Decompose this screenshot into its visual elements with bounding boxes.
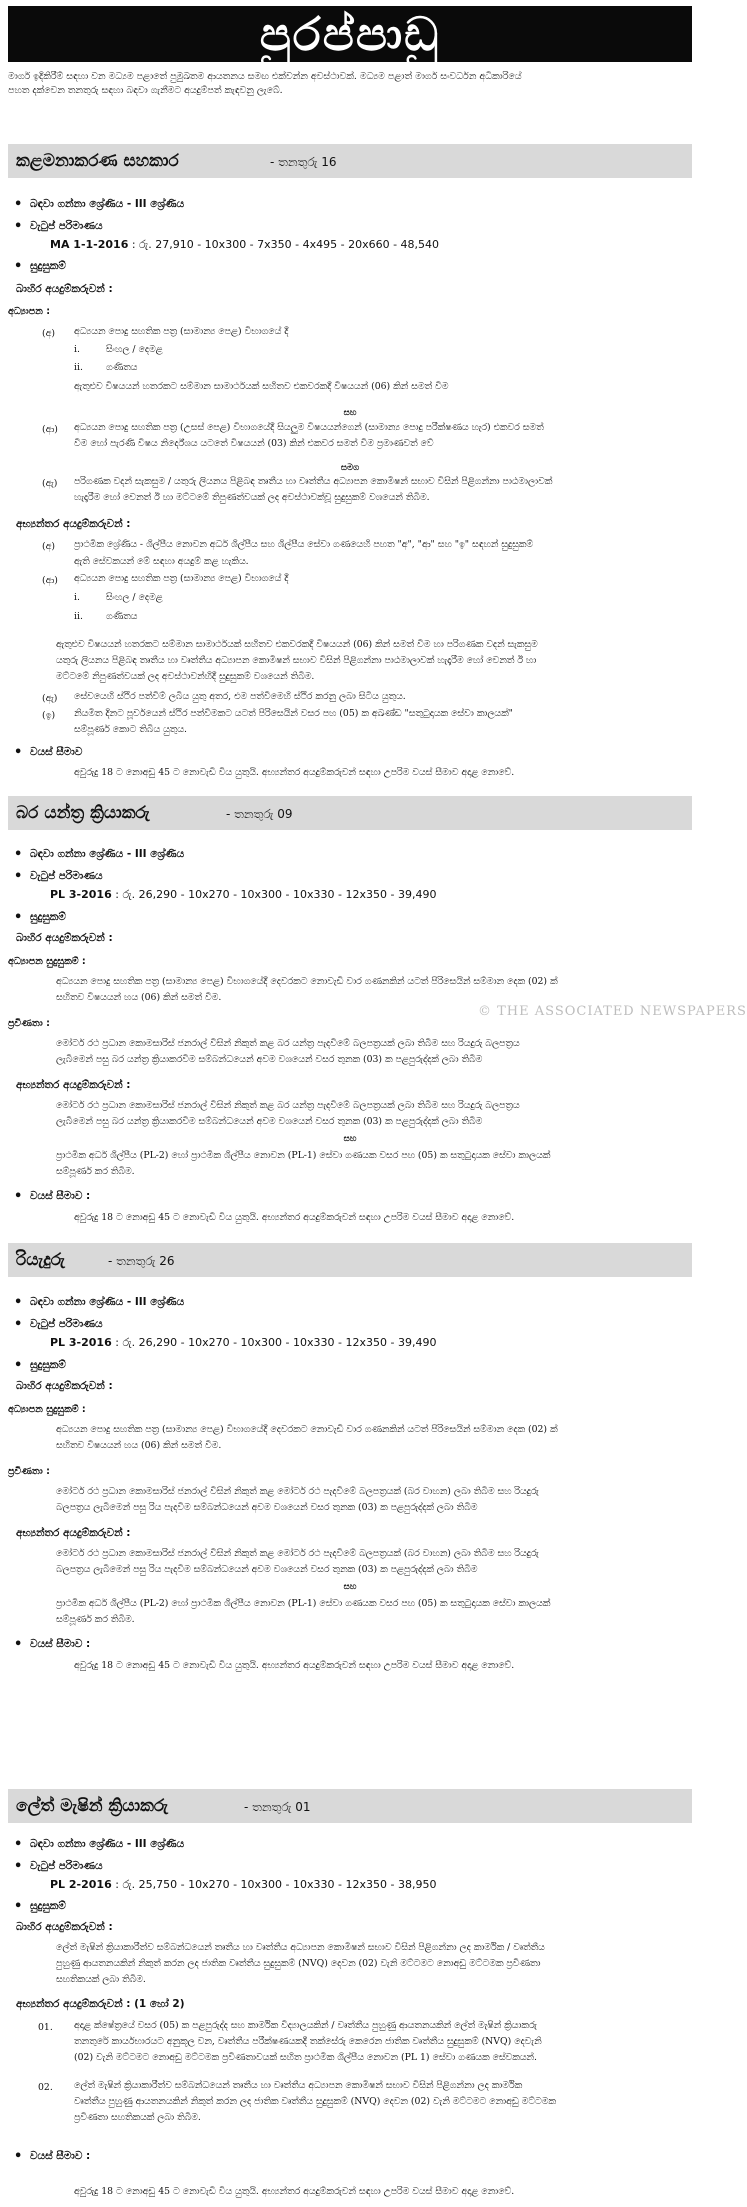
section-title: ලේත් මැෂින් ක්‍රියාකරු	[16, 1796, 169, 1816]
item-marker: i.	[74, 592, 80, 603]
and-connector: සහ	[343, 408, 357, 418]
requirement-text: ලේත් මැෂින් ක්‍රියාකාරීත්ව සම්බන්ධයෙන් තෘතීය හා වෘත්තීය අධ්‍යාපන කොමිෂන් සභාව විසින් පිළිගන්නා ලද කාර්මික / වෘත්තීය	[56, 1942, 545, 1953]
requirement-text: හැදෑරීම හෝ වෙනත් ඊ හා මට්ටමේ තිපුණත්වයක් ලද අවස්ථාවක්වූ සුදුසුකම් වශයෙන් තිබීම.	[74, 492, 430, 503]
requirement-text: ගණිතය	[106, 362, 138, 373]
external-applicants-heading: බාහිර අයදුම්කරුවන් :	[16, 932, 113, 944]
requirement-text: යතුරු ලියනය පිළිබඳ තෘතීය හා වෘත්තීය අධ්‍යාපන කොමිෂන් සභාව විසින් පිළිගන්නා පාඨමාලාවක් හැදෑරීම හෝ වෙනත් ඊ හා	[56, 655, 537, 666]
salary-code: PL 2-2016	[50, 1878, 112, 1891]
education-heading: අධ්‍යාපන :	[8, 306, 50, 317]
qualifications-heading: • සුදුසුකම්	[30, 260, 66, 273]
page-title: පුරප්පාඩු	[8, 6, 692, 62]
requirement-text: සම්පූර්ණ කොට තිබිය යුතුය.	[74, 724, 187, 735]
requirement-text: පුහුණු ආයතනයකින් නිකුත් කරන ලද ජාතික වෘත්තීය සුදුසුකම් (NVQ) දෙවන (02) වැනි මට්ටමට නොඅඩු මට්ටමක ප්‍රවීණතා	[56, 1958, 541, 1969]
salary-scale	[50, 888, 436, 902]
external-applicants-heading: බාහිර අයදුම්කරුවන් :	[16, 1380, 113, 1392]
vacancy-count: - තනතුරු 09	[226, 807, 293, 821]
age-limit-text: අවුරුදු 18 ට නොඅඩු 45 ට නොවැඩි විය යුතුයි. අභ්‍යන්තර අයදුම්කරුවන් සඳහා උපරිම වයස් සීමාව අදාළ නොවේ.	[74, 1660, 515, 1671]
item-marker: (ඇ)	[42, 478, 58, 489]
and-connector: සහ	[343, 1134, 357, 1144]
item-marker: i.	[74, 344, 80, 355]
section-header-management-assistant	[8, 144, 692, 178]
requirement-text: ඇති සේවකයන් මේ සඳහා අයදුම් කළ හැකිය.	[74, 556, 249, 567]
recruit-grade: • බඳවා ගන්නා ශ්‍රේණිය - III ශ්‍රේණිය	[30, 848, 184, 861]
requirement-text: සේවයෙහි ස්ථිර පත්වීම් ලබිය යුතු අතර, එම පත්වීමෙහි ස්ථිර කරනු ලබා සිටිය යුතුය.	[74, 691, 406, 702]
requirement-text: අධ්‍යයන පොදු සහතික පත්‍ර (සාමාන්‍ය පෙළ) විභාගයේ දී	[74, 573, 289, 584]
requirement-text: අධ්‍යයන පොදු සහතික පත්‍ර (සාමාන්‍ය පෙළ) විභාගයේදී දෙවරකට නොවැඩි වාර ගණනකින් යටත් පිරිසෙයින් සම්මාන දෙක (02) ක්	[56, 976, 558, 987]
requirement-text: අධ්‍යයන පොදු සහතික පත්‍ර (සාමාන්‍ය පෙළ) විභාගයේ දී	[74, 326, 289, 337]
internal-applicants-heading: අභ්‍යන්තර අයදුම්කරුවන් : (1 හෝ 2)	[16, 1998, 185, 2010]
requirement-text: අධ්‍යයන පොදු සහතික පත්‍ර (උසස් පෙළ) විභාගයේදී සියලුම විෂයයන්ගෙන් (සාමාන්‍ය පොදු පරීක්ෂණය හැර) එකවර සමත්	[74, 422, 544, 433]
requirement-text: සහතිකයක් ලබා තිබීම.	[56, 1974, 146, 1985]
requirement-text: ඇතුළුව විෂයයන් හතරකට සම්මාන සාමාර්ථයක් සහිතව එකවරකදී විෂයයන් (06) කින් සමත් වීම	[74, 381, 449, 392]
vacancy-count: - තනතුරු 16	[270, 155, 337, 169]
salary-heading: • වැටුප් පරිමාණය	[30, 1860, 103, 1873]
qualifications-heading: • සුදුසුකම්	[30, 1359, 66, 1372]
requirement-text: බලපත්‍රය ලැබීමෙන් පසු රිය පැදවීම සම්බන්ධයෙන් අවම වශයෙන් වසර තුනක (03) ක පළපුරුද්දක් ලබා තිබීම	[56, 1502, 478, 1513]
item-marker: (ආ)	[42, 575, 58, 586]
salary-range: : රු. 26,290 - 10x270 - 10x300 - 10x330 - 12x350 - 39,490	[111, 888, 437, 901]
education-heading: අධ්‍යාපන සුදුසුකම් :	[8, 956, 86, 967]
requirement-text: ලැබීමෙන් පසු බර යන්ත්‍ර ක්‍රියාකරවීම සම්බන්ධයෙන් අවම වශයෙන් වසර තුනක (03) ක පළපුරුද්දක් ලබා තිබීම	[56, 1116, 483, 1127]
salary-range: : රු. 25,750 - 10x270 - 10x300 - 10x330 - 12x350 - 38,950	[111, 1878, 437, 1891]
requirement-text: මෝටර් රථ ප්‍රධාන කොමසාරිස් ජනරාල් විසින් නිකුත් කළ මෝටර් රථ පැදවීමේ බලපත්‍රයක් (බර වාහන) ලබා තිබීම සහ රියදුරු	[56, 1548, 539, 1559]
requirement-text: ප්‍රාථමික ශ්‍රේණිය - ශිල්පීය නොවන අර්ධ ශිල්පීය සහ ශිල්පීය සේවා ගණයෙහි පහත "අ", "ආ" සහ "ඉ" සඳහන් සුදුසුකම්	[74, 539, 534, 550]
requirement-text: සම්පූර්ණ කර තිබීම.	[56, 1166, 135, 1177]
requirement-text: මෝටර් රථ ප්‍රධාන කොමසාරිස් ජනරාල් විසින් නිකුත් කළ බර යන්ත්‍ර පැදවීමේ බලපත්‍රයක් ලබා තිබීම සහ රියදුරු බලපත්‍රය	[56, 1100, 520, 1111]
requirement-text: ඇතුළුව විෂයයන් හතරකට සම්මාන සාමාර්ථයක් සහිතව එකවරකදී විෂයයන් (06) කින් සමත් වීම හා පරිගණක වදන් සැකසුම	[56, 639, 538, 650]
age-limit-text: අවුරුදු 18 ට නොඅඩු 45 ට නොවැඩි විය යුතුයි. අභ්‍යන්තර අයදුම්කරුවන් සඳහා උපරිම වයස් සීමාව අදාළ නොවේ.	[74, 1212, 515, 1223]
recruit-grade: • බඳවා ගන්නා ශ්‍රේණිය - III ශ්‍රේණිය	[30, 1838, 184, 1851]
external-applicants-heading: බාහිර අයදුම්කරුවන් :	[16, 283, 113, 295]
salary-heading: • වැටුප් පරිමාණය	[30, 1318, 103, 1331]
requirement-text: මෝටර් රථ ප්‍රධාන කොමසාරිස් ජනරාල් විසින් නිකුත් කළ බර යන්ත්‍ර පැදවීමේ බලපත්‍රයක් ලබා තිබීම සහ රියදුරු බලපත්‍රය	[56, 1038, 520, 1049]
item-marker: (අ)	[42, 328, 55, 339]
requirement-text: මෝටර් රථ ප්‍රධාන කොමසාරිස් ජනරාල් විසින් නිකුත් කළ මෝටර් රථ පැදවීමේ බලපත්‍රයක් (බර වාහන) ලබා තිබීම සහ රියදුරු	[56, 1486, 539, 1497]
age-limit-heading: • වයස් සීමාව	[30, 746, 82, 759]
requirement-text: ප්‍රවීණතා සහතිකයක් ලබා තිබීම.	[74, 2112, 201, 2123]
section-header-heavy-machine-operator	[8, 796, 692, 830]
requirement-text: සම්පූර්ණ කර තිබීම.	[56, 1614, 135, 1625]
internal-applicants-heading: අභ්‍යන්තර අයදුම්කරුවන් :	[16, 1527, 131, 1539]
salary-range: : රු. 26,290 - 10x270 - 10x300 - 10x330 - 12x350 - 39,490	[111, 1336, 437, 1349]
requirement-text: ප්‍රාථමික අර්ධ ශිල්පීය (PL-2) හෝ ප්‍රාථමික ශිල්පීය නොවන (PL-1) සේවා ගණයක වසර පහ (05) ක සතුටුදායක සේවා කාලයක්	[56, 1150, 551, 1161]
requirement-text: ලේත් මැෂින් ක්‍රියාකාරීත්ව සම්බන්ධයෙන් තෘතීය හා වෘත්තීය අධ්‍යාපන කොමිෂන් සභාව විසින් පිළිගන්නා ලද කාර්මික	[74, 2080, 523, 2091]
external-applicants-heading: බාහිර අයදුම්කරුවන් :	[16, 1921, 113, 1933]
age-limit-heading: • වයස් සීමාව :	[30, 1638, 90, 1651]
qualifications-heading: • සුදුසුකම්	[30, 1900, 66, 1913]
requirement-text: පරිගණක වදන් සැකසුම / යතුරු ලියනය පිළිබඳ තෘතීය හා වෘත්තීය අධ්‍යාපන කොමිෂන් සභාව විසින් පිළිගන්නා පාඨමාලාවක්	[74, 476, 553, 487]
age-limit-text: අවුරුදු 18 ට නොඅඩු 45 ට නොවැඩි විය යුතුයි. අභ්‍යන්තර අයදුම්කරුවන් සඳහා උපරිම වයස් සීමාව අදාළ නොවේ.	[74, 767, 515, 778]
salary-heading: • වැටුප් පරිමාණය	[30, 220, 103, 233]
section-title: රියැදුරු	[16, 1250, 65, 1270]
age-limit-heading: • වයස් සීමාව :	[30, 1190, 90, 1203]
requirement-text: සහිතව විෂයයන් හය (06) කින් සමත් වීම.	[56, 1440, 222, 1451]
requirement-text: තනතුරේ කාර්යභාරයට අනුකූල වන, වෘත්තීය පරීක්ෂණයකදී තක්සේරු කෙරෙන ජාතික වෘත්තීය සුදුසුකම් (NVQ) දෙවැනි	[74, 2036, 542, 2047]
item-marker: (ආ)	[42, 424, 58, 435]
intro-line: මාර්ග ඉදිකිරීම් සඳහා වන මධ්‍යම පළාතේ පුමුඛතම ආයතනය සමඟ එක්වන්න අවස්ථාවක්. මධ්‍යම පළාත් මාර්ග සංවර්ධන අධිකාරියේ	[8, 71, 522, 82]
intro-line: පහත දක්වෙන තනතුරු සඳහා බඳවා ගැනීමට අයදුම්පත් කැඳවනු ලැබේ.	[8, 85, 283, 96]
qualifications-heading: • සුදුසුකම්	[30, 911, 66, 924]
requirement-text: ප්‍රාථමික අර්ධ ශිල්පීය (PL-2) හෝ ප්‍රාථමික ශිල්පීය නොවන (PL-1) සේවා ගණයක වසර පහ (05) ක සතුටුදායක සේවා කාලයක්	[56, 1598, 551, 1609]
item-marker: ii.	[74, 362, 83, 373]
age-limit-heading: • වයස් සීමාව :	[30, 2150, 90, 2163]
proficiency-heading: ප්‍රවීණතා :	[8, 1466, 50, 1477]
item-marker: ii.	[74, 611, 83, 622]
requirement-text: බලපත්‍රය ලැබීමෙන් පසු රිය පැදවීම සම්බන්ධයෙන් අවම වශයෙන් වසර තුනක (03) ක පළපුරුද්දක් ලබා තිබීම	[56, 1564, 478, 1575]
internal-applicants-heading: අභ්‍යන්තර අයදුම්කරුවන් :	[16, 518, 131, 530]
item-marker: 02.	[38, 2082, 53, 2093]
education-heading: අධ්‍යාපන සුදුසුකම් :	[8, 1404, 86, 1415]
section-title: කළමනාකරණ සහකාර	[16, 151, 179, 171]
requirement-text: සිංහල / දෙමළ	[106, 592, 163, 603]
item-marker: (අ)	[42, 541, 55, 552]
section-header-driver	[8, 1243, 692, 1277]
item-marker: 01.	[38, 2022, 53, 2033]
salary-code: PL 3-2016	[50, 888, 112, 901]
item-marker: (ඇ)	[42, 693, 58, 704]
age-limit-text: අවුරුදු 18 ට නොඅඩු 45 ට නොවැඩි විය යුතුයි. අභ්‍යන්තර අයදුම්කරුවන් සඳහා උපරිම වයස් සීමාව අදාළ නොවේ.	[74, 2186, 515, 2197]
and-connector: සහ	[343, 1582, 357, 1592]
requirement-text: වීම හෝ පැරණි විෂය නිර්දේශය යටතේ විෂයයන් (03) කින් එකවර සමත් වීම ප්‍රමාණවත් වේ	[74, 438, 434, 449]
salary-scale	[50, 238, 439, 252]
section-header-lathe-machine-operator	[8, 1789, 692, 1823]
requirement-text: ගණිතය	[106, 611, 138, 622]
item-marker: (ඉ)	[42, 710, 56, 721]
watermark: © THE ASSOCIATED NEWSPAPERS	[478, 1004, 747, 1019]
internal-applicants-heading: අභ්‍යන්තර අයදුම්කරුවන් :	[16, 1079, 131, 1091]
intro-text	[8, 70, 688, 98]
requirement-text: නියමිත දිනට පූර්වයෙන් ස්ථිර පත්වීමකට යටත් පිරිසෙයින් වසර පහ (05) ක අඛණ්ඩ "සතුටුදායක සේවා කාලයක්"	[74, 708, 513, 719]
requirement-text: මට්ටමේ නිපුණත්වයක් ලද අවස්ථාවන්හිදී සුදුසුකම් වශයෙන් තිබීම.	[56, 671, 315, 682]
requirement-text: සිංහල / දෙමළ	[106, 344, 163, 355]
proficiency-heading: ප්‍රවීණතා :	[8, 1018, 50, 1029]
salary-scale	[50, 1336, 436, 1350]
salary-scale	[50, 1878, 436, 1892]
requirement-text: අදාළ ක්ෂේත්‍රයේ වසර (05) ක පළපුරුද්ද සහ කාර්මික විද්‍යාලයකින් / වෘත්තීය පුහුණු ආයතනයකින් ලේත් මැෂින් ක්‍රියාකරු	[74, 2020, 537, 2031]
requirement-text: (02) වැනි මට්ටමට නොඅඩු මට්ටමක ප්‍රවීණතාවයක් සහිත ප්‍රාථමික ශිල්පීය නොවන (PL 1) සේවා ගණයක සේවකයන්.	[74, 2052, 537, 2063]
vacancy-count: - තනතුරු 01	[244, 1800, 311, 1814]
requirement-text: අධ්‍යයන පොදු සහතික පත්‍ර (සාමාන්‍ය පෙළ) විභාගයේදී දෙවරකට නොවැඩි වාර ගණනකින් යටත් පිරිසෙයින් සම්මාන දෙක (02) ක්	[56, 1424, 558, 1435]
salary-code: MA 1-1-2016	[50, 238, 129, 251]
salary-heading: • වැටුප් පරිමාණය	[30, 870, 103, 883]
section-title: බර යන්ත්‍ර ක්‍රියාකරු	[16, 803, 150, 823]
and-connector: සමග	[340, 463, 360, 473]
recruit-grade: • බඳවා ගන්නා ශ්‍රේණිය - III ශ්‍රේණිය	[30, 1296, 184, 1309]
requirement-text: ලැබීමෙන් පසු බර යන්ත්‍ර ක්‍රියාකරවීම සම්බන්ධයෙන් අවම වශයෙන් වසර තුනක (03) ක පළපුරුද්දක් ලබා තිබීම	[56, 1054, 483, 1065]
requirement-text: වෘත්තීය පුහුණු ආයතනයකින් නිකුත් කරන ලද ජාතික වෘත්තීය සුදුසුකම් (NVQ) දෙවන (02) වැනි මට්ටමට නොඅඩු මට්ටමක	[74, 2096, 556, 2107]
recruit-grade: • බඳවා ගන්නා ශ්‍රේණිය - III ශ්‍රේණිය	[30, 198, 184, 211]
salary-code: PL 3-2016	[50, 1336, 112, 1349]
salary-range: : රු. 27,910 - 10x300 - 7x350 - 4x495 - 20x660 - 48,540	[128, 238, 440, 251]
requirement-text: සහිතව විෂයයන් හය (06) කින් සමත් වීම.	[56, 992, 222, 1003]
vacancy-count: - තනතුරු 26	[108, 1254, 175, 1268]
